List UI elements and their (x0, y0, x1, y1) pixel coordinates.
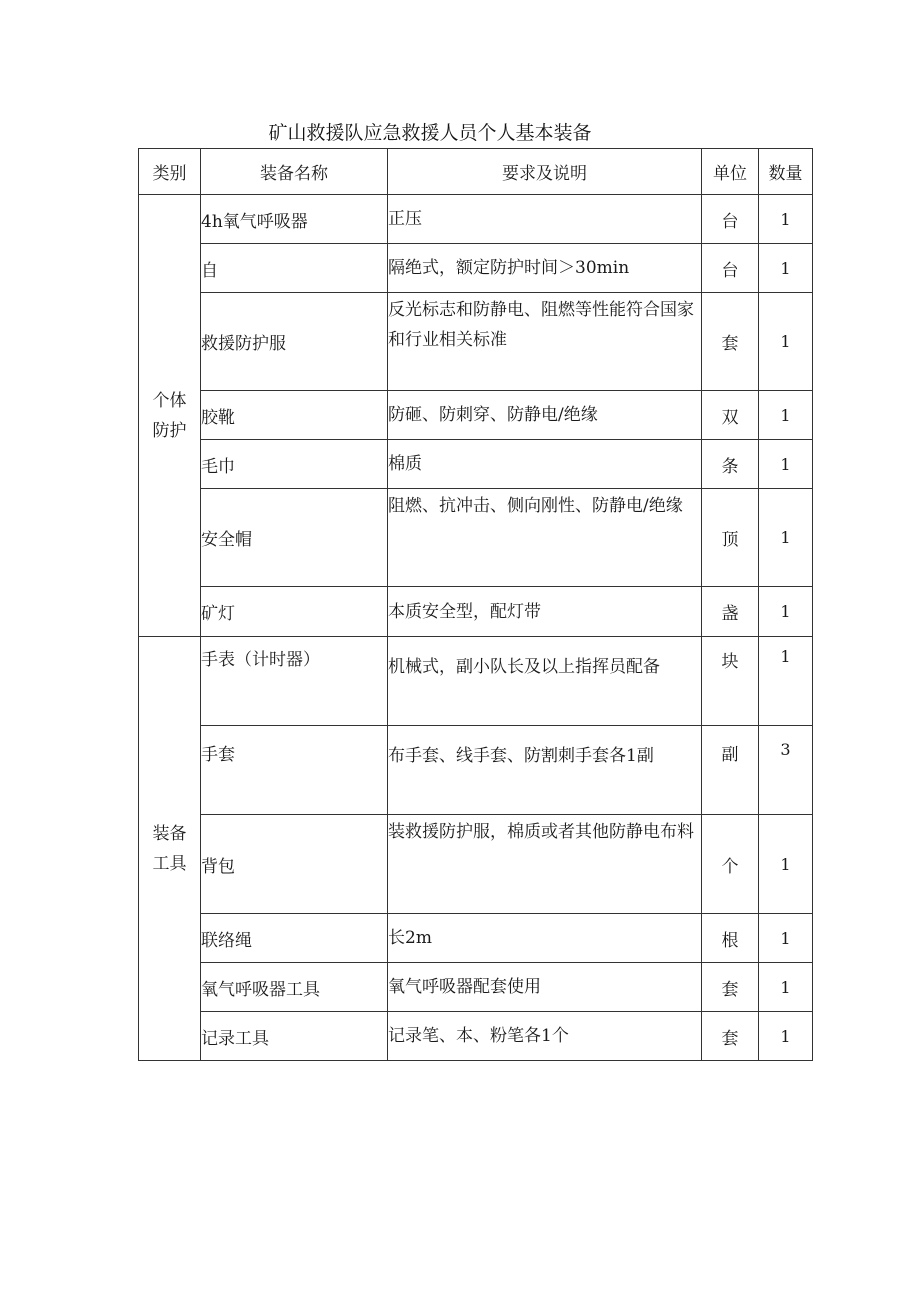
table-row (139, 391, 813, 440)
equipment-table (138, 148, 813, 1061)
table-row (139, 726, 813, 815)
equipment-unit: 顶 (702, 489, 759, 587)
equipment-name: 矿灯 (201, 587, 388, 637)
equipment-requirement: 装救援防护服，棉质或者其他防静电布料 (388, 815, 702, 914)
header-requirement: 要求及说明 (388, 149, 702, 195)
equipment-unit: 套 (702, 1012, 759, 1061)
equipment-quantity: 1 (759, 587, 813, 637)
equipment-requirement: 氧气呼吸器配套使用 (388, 963, 702, 1012)
equipment-requirement: 长2m (388, 914, 702, 963)
equipment-requirement: 反光标志和防静电、阻燃等性能符合国家和行业相关标准 (388, 293, 702, 391)
equipment-quantity: 1 (759, 1012, 813, 1061)
equipment-quantity: 3 (759, 726, 813, 815)
equipment-unit: 副 (702, 726, 759, 815)
equipment-unit: 双 (702, 391, 759, 440)
equipment-quantity: 1 (759, 963, 813, 1012)
equipment-unit: 盏 (702, 587, 759, 637)
header-unit: 单位 (702, 149, 759, 195)
equipment-name: 手套 (201, 726, 388, 815)
equipment-quantity: 1 (759, 637, 813, 726)
table-row (139, 815, 813, 914)
equipment-quantity: 1 (759, 489, 813, 587)
equipment-unit: 台 (702, 195, 759, 244)
equipment-unit: 个 (702, 815, 759, 914)
table-row (139, 195, 813, 244)
table-row (139, 1012, 813, 1061)
equipment-name: 手表（计时器） (201, 637, 388, 726)
equipment-quantity: 1 (759, 391, 813, 440)
equipment-requirement: 记录笔、本、粉笔各1个 (388, 1012, 702, 1061)
table-row (139, 440, 813, 489)
header-name: 装备名称 (201, 149, 388, 195)
category-label-line1: 装备 (152, 823, 187, 844)
equipment-name: 背包 (201, 815, 388, 914)
equipment-quantity: 1 (759, 244, 813, 293)
table-header-row (139, 149, 813, 195)
equipment-unit: 块 (702, 637, 759, 726)
equipment-requirement: 隔绝式，额定防护时间＞30min (388, 244, 702, 293)
equipment-name: 毛巾 (201, 440, 388, 489)
table-row (139, 637, 813, 726)
equipment-requirement: 正压 (388, 195, 702, 244)
category-label-line1: 个体 (152, 390, 187, 411)
equipment-requirement: 棉质 (388, 440, 702, 489)
category-cell-personal-protection (139, 195, 201, 637)
equipment-name: 救援防护服 (201, 293, 388, 391)
equipment-unit: 根 (702, 914, 759, 963)
header-quantity: 数量 (759, 149, 813, 195)
category-label-line2: 防护 (152, 420, 187, 441)
equipment-requirement: 本质安全型，配灯带 (388, 587, 702, 637)
header-category: 类别 (139, 149, 201, 195)
equipment-name: 记录工具 (201, 1012, 388, 1061)
equipment-name: 胶靴 (201, 391, 388, 440)
equipment-name: 联络绳 (201, 914, 388, 963)
equipment-quantity: 1 (759, 914, 813, 963)
equipment-quantity: 1 (759, 815, 813, 914)
equipment-requirement: 阻燃、抗冲击、侧向刚性、防静电/绝缘 (388, 489, 702, 587)
equipment-quantity: 1 (759, 440, 813, 489)
equipment-unit: 套 (702, 293, 759, 391)
document-title: 矿山救援队应急救援人员个人基本装备 (268, 122, 592, 144)
equipment-unit: 套 (702, 963, 759, 1012)
equipment-name: 自 (201, 244, 388, 293)
table-row (139, 244, 813, 293)
equipment-requirement: 机械式，副小队长及以上指挥员配备 (388, 637, 702, 726)
table-row (139, 587, 813, 637)
category-label-line2: 工具 (152, 853, 187, 874)
equipment-quantity: 1 (759, 195, 813, 244)
equipment-unit: 台 (702, 244, 759, 293)
equipment-requirement: 布手套、线手套、防割刺手套各1副 (388, 726, 702, 815)
category-cell-equipment-tools (139, 637, 201, 1061)
table-row (139, 963, 813, 1012)
equipment-unit: 条 (702, 440, 759, 489)
equipment-name: 氧气呼吸器工具 (201, 963, 388, 1012)
table-row (139, 489, 813, 587)
table-row (139, 293, 813, 391)
equipment-requirement: 防砸、防刺穿、防静电/绝缘 (388, 391, 702, 440)
equipment-name: 4h氧气呼吸器 (201, 195, 388, 244)
table-row (139, 914, 813, 963)
equipment-quantity: 1 (759, 293, 813, 391)
equipment-name: 安全帽 (201, 489, 388, 587)
